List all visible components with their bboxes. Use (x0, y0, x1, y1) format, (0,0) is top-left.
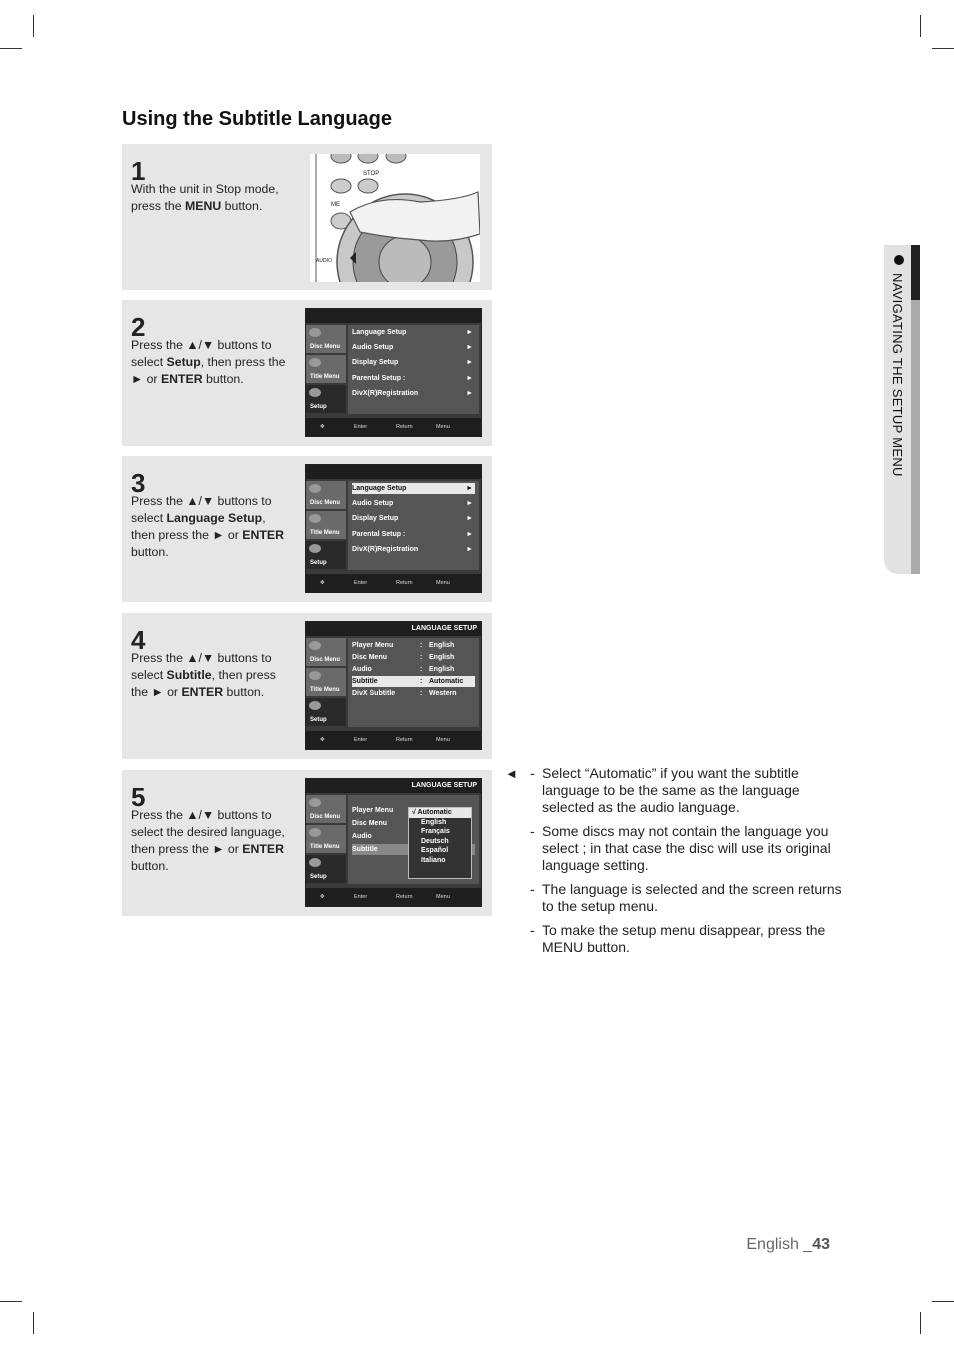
menu-row: Audio : English (352, 666, 455, 673)
dropdown-option: Français (421, 828, 450, 835)
title-menu-icon (309, 828, 321, 837)
disc-menu-icon (309, 798, 321, 807)
menu-row: DivX(R)Registration ► (352, 390, 473, 397)
step-instruction: Press the ▲/▼ buttons to select the desired language, then press the ► or ENTER button. (131, 808, 285, 873)
menu-panel (348, 481, 479, 570)
title-menu-icon (309, 358, 321, 367)
step-instruction: Press the ▲/▼ buttons to select Subtitle, then press the ► or ENTER button. (131, 651, 276, 699)
dropdown-option-selected: √ Automatic (409, 808, 471, 818)
remote-label: AUDIO (316, 258, 332, 264)
step-2 (122, 300, 492, 446)
menu-row: DivX Subtitle : Western (352, 690, 457, 697)
crop-mark (0, 48, 22, 49)
menu-row: Display Setup ► (352, 359, 473, 366)
crop-mark (932, 48, 954, 49)
menu-row: Parental Setup : ► (352, 375, 473, 382)
step-instruction: With the unit in Stop mode, press the MENU button. (131, 182, 279, 213)
menu-row: Language Setup ► (352, 329, 473, 336)
footer-language: English _ (746, 1236, 813, 1253)
nav-icon: ✥ (320, 424, 325, 430)
step-4 (122, 613, 492, 759)
page-footer (746, 1236, 830, 1254)
setup-icon (309, 544, 321, 553)
note-item: ◄ - Select “Automatic” if you want the subtitle language to be the same as the language selected as the audio language. (505, 765, 800, 815)
step-instruction: Press the ▲/▼ buttons to select Setup, then press the ► or ENTER button. (131, 338, 286, 386)
title-menu-icon (309, 514, 321, 523)
osd-header-bar: LANGUAGE SETUP (306, 779, 481, 793)
menu-row: Disc Menu (352, 820, 388, 827)
menu-row: DivX(R)Registration ► (352, 546, 473, 553)
remote-control-image (310, 154, 480, 282)
side-item-disc-menu: Disc Menu (306, 795, 346, 823)
osd-language-setup-screen (305, 621, 482, 750)
nav-icon: ✥ (320, 737, 325, 743)
note-item: - Some discs may not contain the language you select ; in that case the disc will use its original language setting. (530, 823, 831, 873)
setup-icon (309, 858, 321, 867)
side-item-title-menu: Title Menu (306, 355, 346, 383)
osd-setup-screen (305, 308, 482, 437)
dropdown-option: Italiano (421, 856, 446, 864)
step-number: 4 (131, 625, 146, 655)
step-number: 5 (131, 782, 146, 812)
step-number: 2 (131, 312, 146, 342)
menu-row: Player Menu (352, 807, 394, 814)
step-3 (122, 456, 492, 602)
remote-illustration (310, 154, 480, 282)
menu-row: Audio Setup ► (352, 500, 473, 507)
osd-header-bar (306, 465, 481, 479)
side-item-setup: Setup (306, 698, 346, 726)
section-side-label (890, 255, 910, 515)
menu-row-highlighted: Language Setup ► (352, 485, 473, 492)
side-item-title-menu: Title Menu (306, 511, 346, 539)
side-item-disc-menu: Disc Menu (306, 481, 346, 509)
side-tab-bar-marker (911, 245, 920, 300)
osd-footer: ✥ Enter Return Menu (306, 731, 481, 749)
osd-header-bar: LANGUAGE SETUP (306, 622, 481, 636)
nav-icon: ✥ (320, 580, 325, 586)
menu-row: Audio Setup ► (352, 344, 473, 351)
osd-subtitle-select-screen (305, 778, 482, 907)
title-menu-icon (309, 671, 321, 680)
note-item: - To make the setup menu disappear, press the MENU button. (530, 922, 826, 955)
side-item-disc-menu: Disc Menu (306, 638, 346, 666)
menu-row: Audio (352, 833, 372, 840)
remote-label: STOP (363, 171, 380, 177)
crop-mark (932, 1301, 954, 1302)
crop-mark (0, 1301, 22, 1302)
note-item: - The language is selected and the screen returns to the setup menu. (530, 881, 842, 914)
menu-row: Disc Menu : English (352, 654, 455, 661)
side-item-disc-menu: Disc Menu (306, 325, 346, 353)
disc-menu-icon (309, 484, 321, 493)
step-number: 1 (131, 156, 146, 186)
step-number: 3 (131, 468, 146, 498)
crop-mark (920, 15, 921, 37)
side-item-setup: Setup (306, 385, 346, 413)
menu-row: Player Menu : English (352, 642, 455, 649)
page-number: 43 (812, 1236, 830, 1253)
menu-panel (348, 325, 479, 414)
side-item-title-menu: Title Menu (306, 668, 346, 696)
osd-setup-screen (305, 464, 482, 593)
osd-header-bar (306, 309, 481, 323)
step-1 (122, 144, 492, 290)
section-name: NAVIGATING THE SETUP MENU (890, 273, 905, 477)
osd-footer: ✥ Enter Return Menu (306, 888, 481, 906)
bullet-icon (894, 255, 904, 265)
setup-icon (309, 388, 321, 397)
notes-block (505, 765, 845, 963)
language-dropdown (408, 807, 472, 879)
disc-menu-icon (309, 641, 321, 650)
step-5 (122, 770, 492, 916)
side-item-setup: Setup (306, 855, 346, 883)
crop-mark (920, 1312, 921, 1334)
crop-mark (33, 15, 34, 37)
side-item-title-menu: Title Menu (306, 825, 346, 853)
osd-footer: ✥ Enter Return Menu (306, 418, 481, 436)
nav-icon: ✥ (320, 894, 325, 900)
menu-row-highlighted: Subtitle : Automatic (352, 676, 475, 687)
menu-row-highlighted: Subtitle (352, 844, 475, 855)
menu-panel (348, 638, 479, 727)
setup-icon (309, 701, 321, 710)
step-instruction: Press the ▲/▼ buttons to select Language Setup, then press the ► or ENTER button. (131, 494, 284, 559)
dropdown-option: English (421, 818, 447, 826)
remote-label: ME (331, 202, 340, 208)
menu-row: Parental Setup : ► (352, 531, 473, 538)
page-title: Using the Subtitle Language (122, 108, 393, 130)
dropdown-option: Español (421, 847, 449, 854)
side-item-setup: Setup (306, 541, 346, 569)
menu-row: Display Setup ► (352, 515, 473, 522)
menu-panel (348, 795, 479, 884)
disc-menu-icon (309, 328, 321, 337)
note-marker-icon: ◄ (505, 766, 518, 781)
crop-mark (33, 1312, 34, 1334)
osd-footer: ✥ Enter Return Menu (306, 574, 481, 592)
dropdown-option: Deutsch (421, 837, 449, 845)
